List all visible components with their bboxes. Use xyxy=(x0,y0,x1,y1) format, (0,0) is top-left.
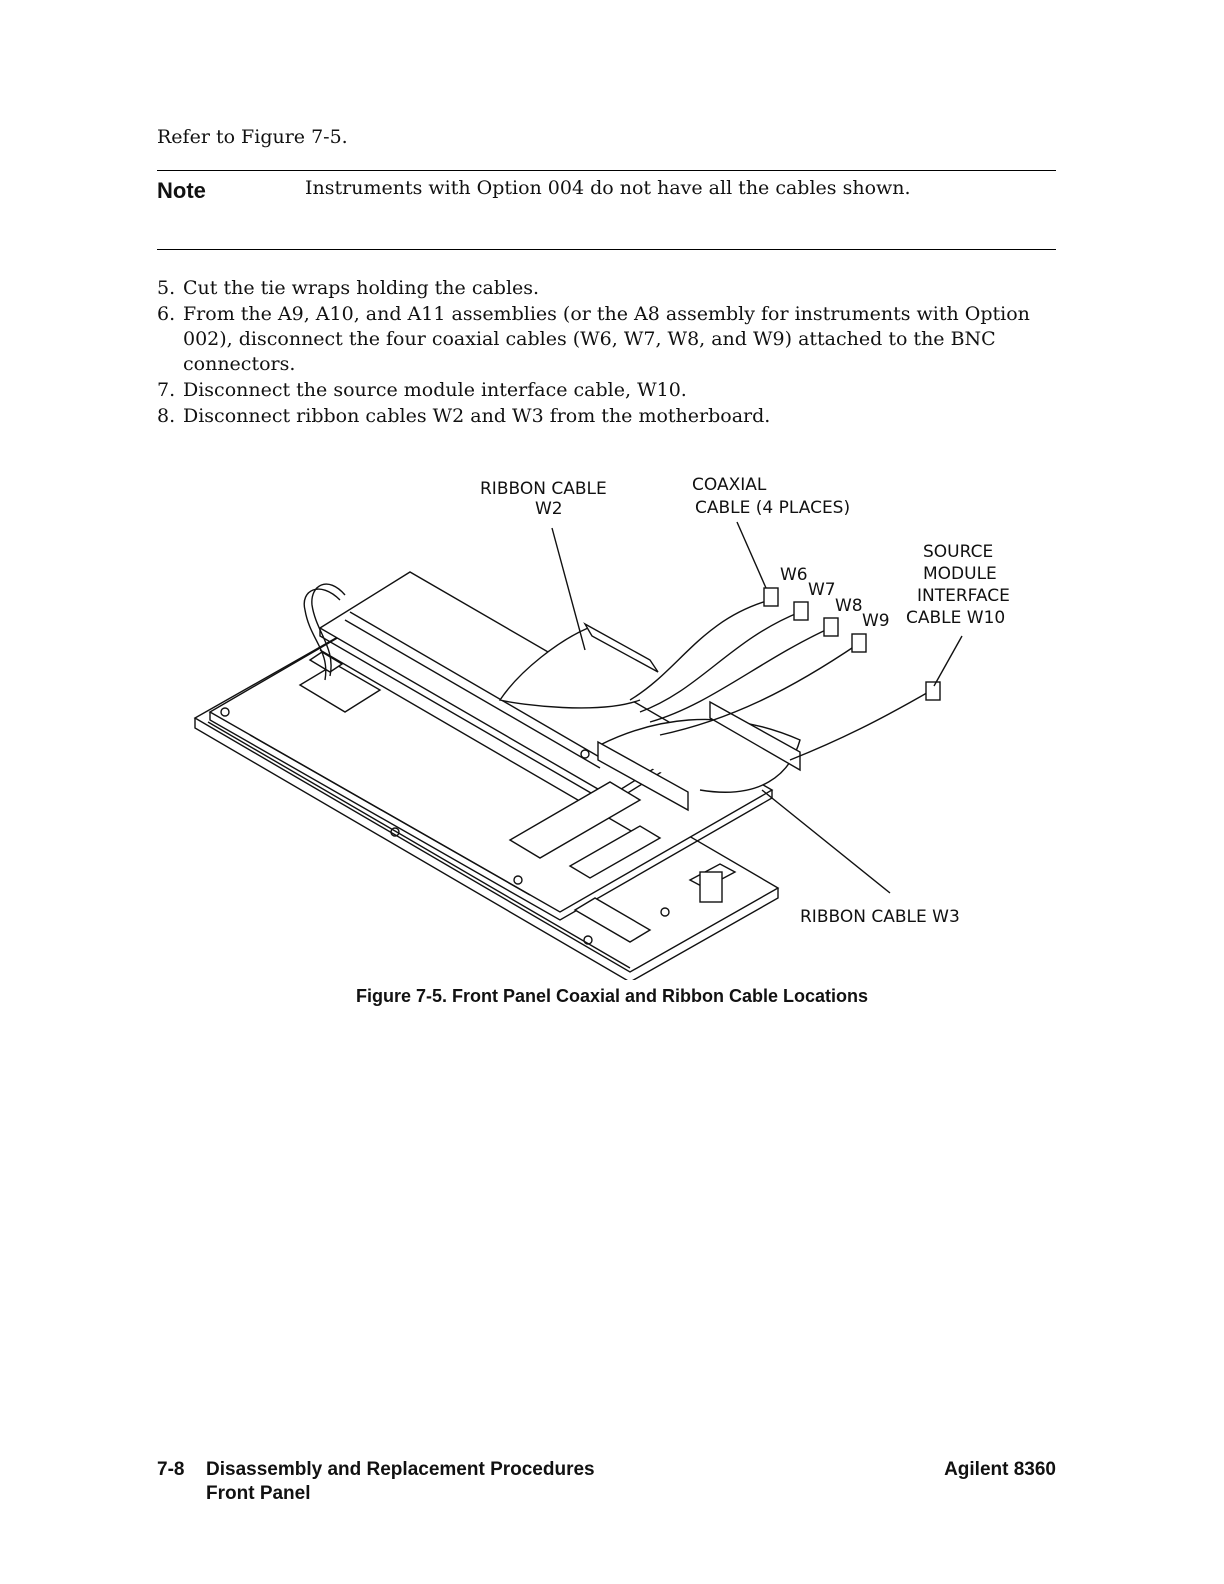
label-source-line2: MODULE xyxy=(923,564,997,584)
step-text: Cut the tie wraps holding the cables. xyxy=(183,277,540,299)
step-number: 7. xyxy=(157,379,176,401)
step-number: 8. xyxy=(157,405,176,427)
label-w9: W9 xyxy=(862,611,890,631)
label-ribbon-w3: RIBBON CABLE W3 xyxy=(800,907,960,927)
step-7 xyxy=(157,378,1063,403)
label-coaxial-line1: COAXIAL xyxy=(692,475,767,495)
step-text: Disconnect the source module interface cable, W10. xyxy=(183,379,687,401)
label-w7: W7 xyxy=(808,580,836,600)
footer-page-number: 7-8 xyxy=(157,1459,185,1480)
step-number: 5. xyxy=(157,277,176,299)
step-8 xyxy=(157,404,1063,429)
note-bottom-rule xyxy=(157,249,1056,250)
label-w6: W6 xyxy=(780,565,808,585)
step-text: From the A9, A10, and A11 assemblies (or the A8 assembly for instruments with Option 002), disconnect the four coaxial cables (W6, W7, W8, and W9) attached to the BNC connectors. xyxy=(183,303,1030,375)
label-source-line3: INTERFACE xyxy=(917,586,1010,606)
note-top-rule xyxy=(157,170,1056,171)
label-source-line4: CABLE W10 xyxy=(906,608,1006,628)
label-source-line1: SOURCE xyxy=(923,542,994,562)
label-w8: W8 xyxy=(835,596,863,616)
figure-caption: Figure 7-5. Front Panel Coaxial and Ribbon Cable Locations xyxy=(355,986,869,1006)
step-text: Disconnect ribbon cables W2 and W3 from the motherboard. xyxy=(183,405,771,427)
footer-section: Disassembly and Replacement Procedures xyxy=(206,1459,595,1480)
label-coaxial-line2: CABLE (4 PLACES) xyxy=(695,498,851,518)
step-number: 6. xyxy=(157,303,176,325)
footer-product: Agilent 8360 xyxy=(944,1459,1056,1480)
label-ribbon-w2-line1: RIBBON CABLE xyxy=(480,479,607,499)
label-ribbon-w2-line2: W2 xyxy=(535,499,563,519)
cable-locations-figure xyxy=(160,468,1060,980)
footer-subsection: Front Panel xyxy=(206,1483,311,1504)
note-text: Instruments with Option 004 do not have all the cables shown. xyxy=(305,177,911,199)
intro-text: Refer to Figure 7-5. xyxy=(157,126,348,148)
step-6 xyxy=(157,302,1063,377)
note-label: Note xyxy=(157,178,206,203)
step-5 xyxy=(157,276,1063,301)
